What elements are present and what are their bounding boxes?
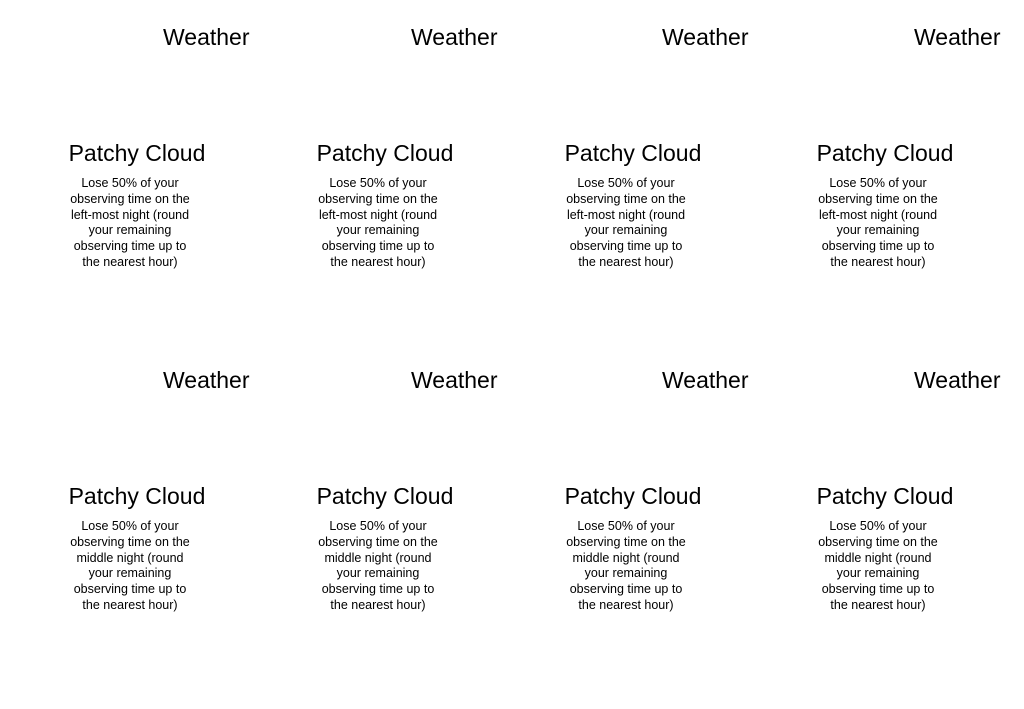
card-title: Patchy Cloud: [68, 483, 206, 509]
card-header: Weather: [914, 367, 1001, 393]
card-header: Weather: [411, 24, 498, 50]
card-description: Lose 50% of your observing time on the left-most night (round your remaining observing time up to the nearest hour): [566, 176, 686, 269]
card-description: Lose 50% of your observing time on the middle night (round your remaining observing time up to the nearest hour): [70, 519, 190, 612]
card-title: Patchy Cloud: [316, 483, 454, 509]
card-header: Weather: [163, 24, 250, 50]
card-header: Weather: [662, 367, 749, 393]
card-title: Patchy Cloud: [564, 140, 702, 166]
card-header: Weather: [914, 24, 1001, 50]
card-description: Lose 50% of your observing time on the middle night (round your remaining observing time up to the nearest hour): [318, 519, 438, 612]
card-title: Patchy Cloud: [816, 140, 954, 166]
card-title: Patchy Cloud: [316, 140, 454, 166]
card-description: Lose 50% of your observing time on the middle night (round your remaining observing time up to the nearest hour): [818, 519, 938, 612]
card-title: Patchy Cloud: [816, 483, 954, 509]
card-title: Patchy Cloud: [564, 483, 702, 509]
card-title: Patchy Cloud: [68, 140, 206, 166]
card-description: Lose 50% of your observing time on the left-most night (round your remaining observing time up to the nearest hour): [318, 176, 438, 269]
card-header: Weather: [411, 367, 498, 393]
card-description: Lose 50% of your observing time on the middle night (round your remaining observing time up to the nearest hour): [566, 519, 686, 612]
card-description: Lose 50% of your observing time on the left-most night (round your remaining observing time up to the nearest hour): [818, 176, 938, 269]
card-description: Lose 50% of your observing time on the left-most night (round your remaining observing time up to the nearest hour): [70, 176, 190, 269]
card-header: Weather: [662, 24, 749, 50]
card-header: Weather: [163, 367, 250, 393]
